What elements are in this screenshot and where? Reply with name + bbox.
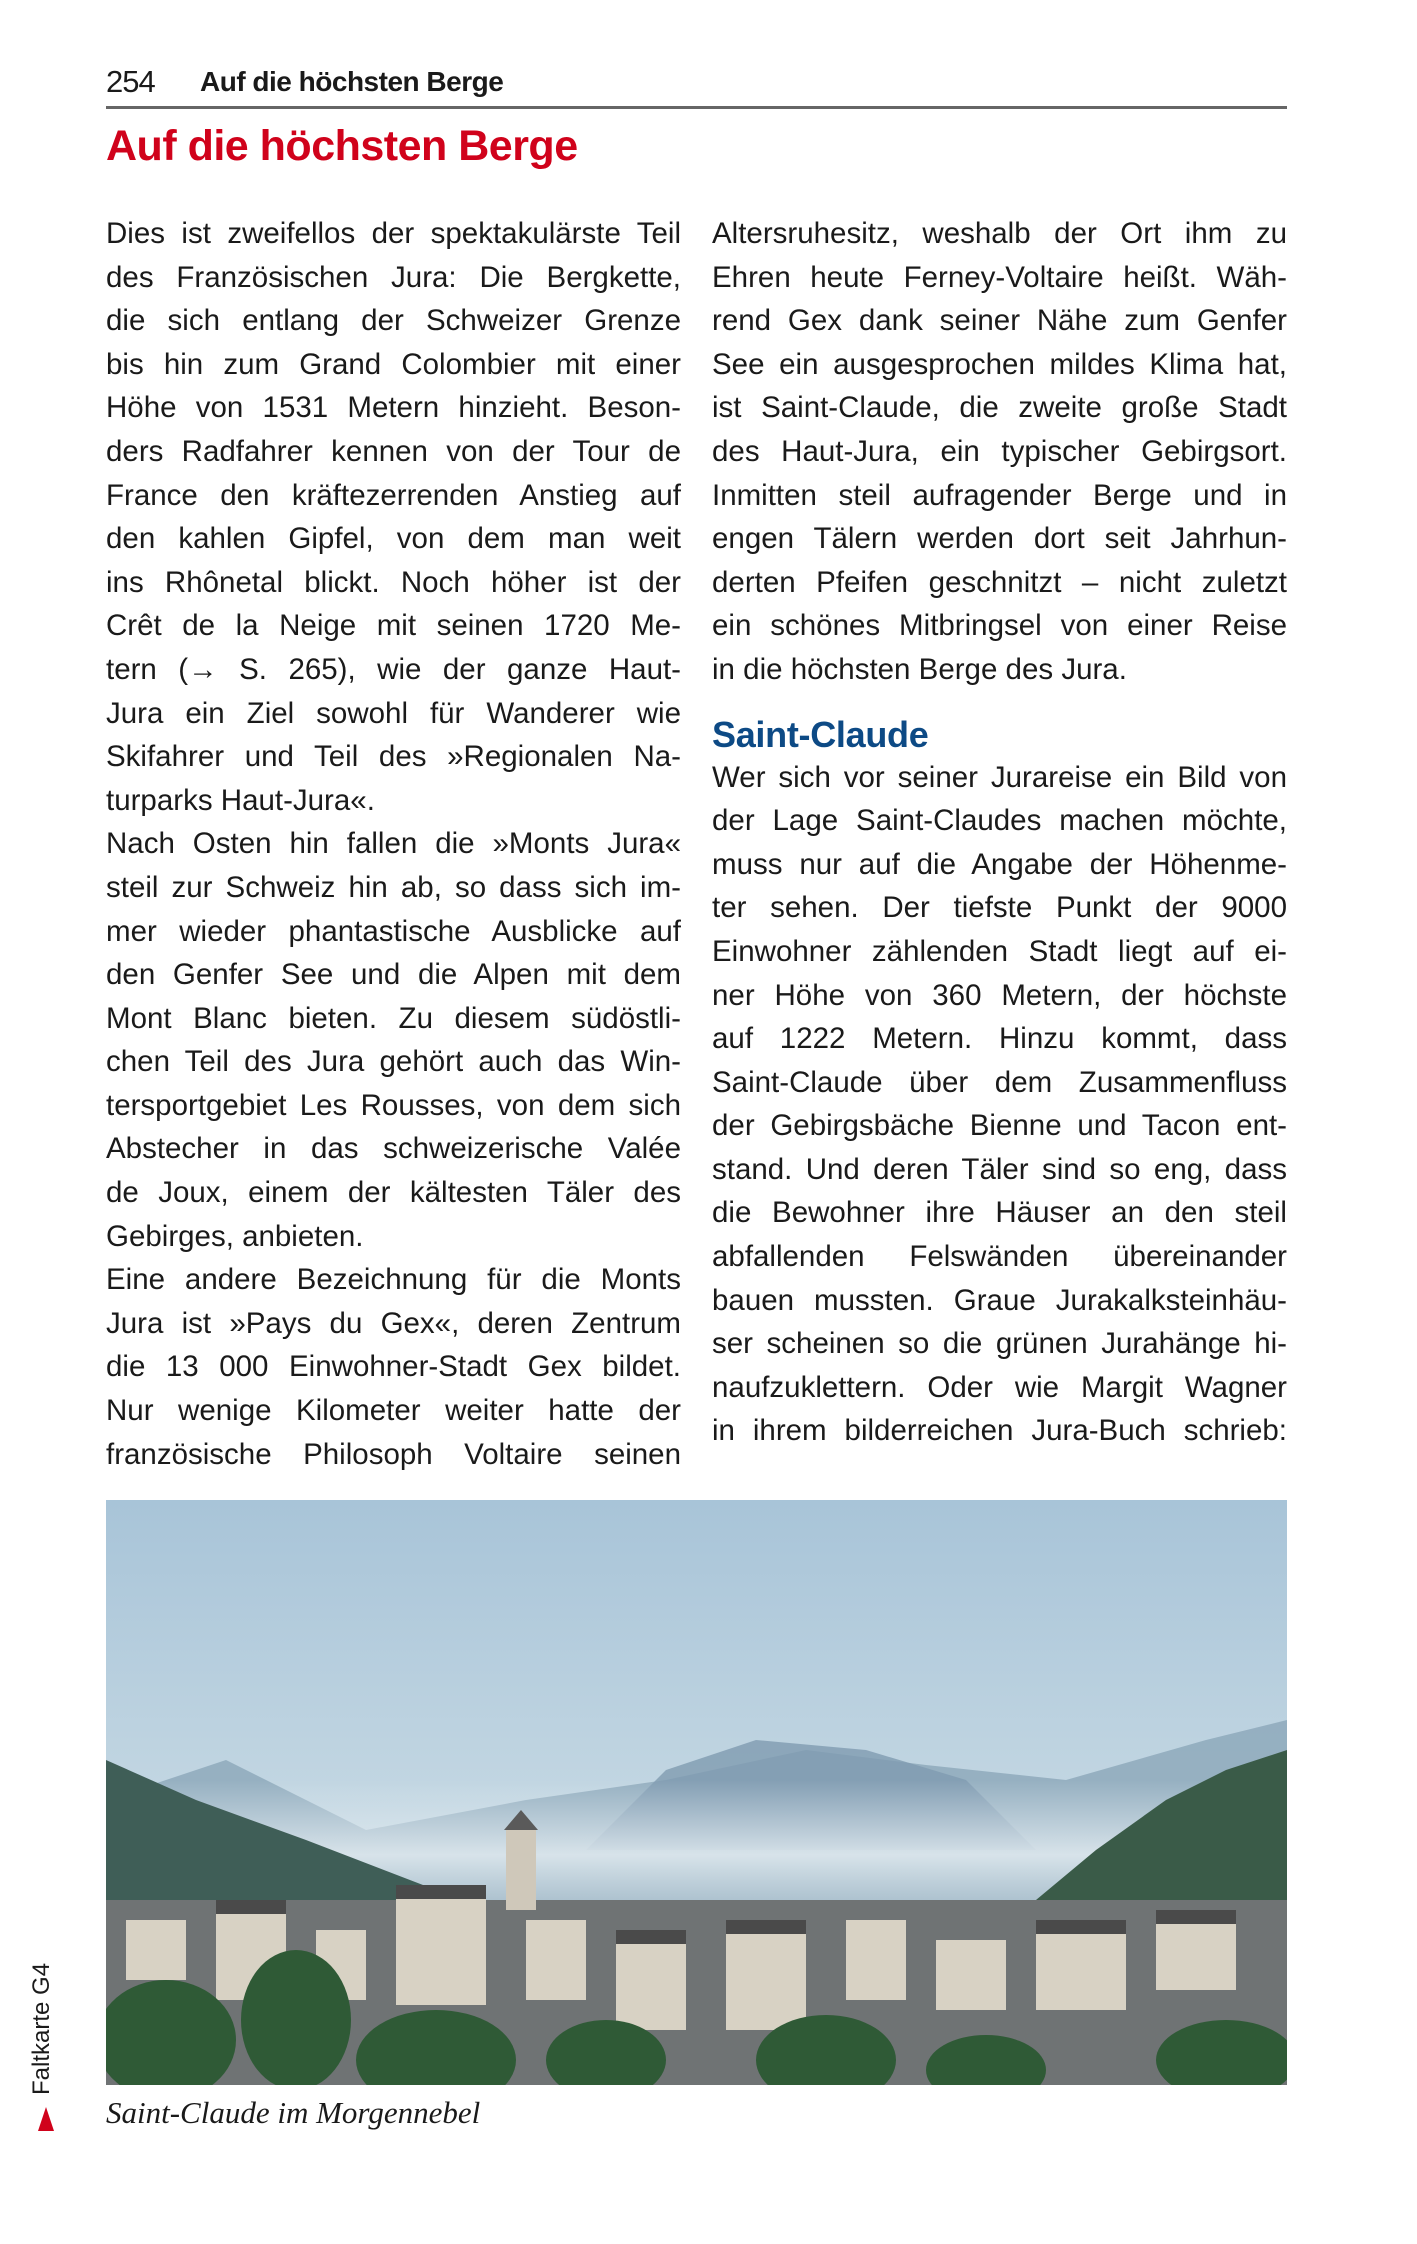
text-line: Nur wenige Kilometer weiter hatte der (106, 1394, 681, 1428)
text-line: des Französischen Jura: Die Bergkette, (106, 260, 681, 294)
text-line: französische Philosoph Voltaire seinen (106, 1437, 681, 1471)
text-line: ner Höhe von 360 Metern, der höchste (712, 978, 1287, 1012)
text-line: ders Radfahrer kennen von der Tour de (106, 434, 681, 468)
chapter-title: Auf die höchsten Berge (106, 122, 578, 170)
page-number: 254 (106, 64, 155, 99)
running-head (106, 62, 1287, 109)
text-line: Einwohner zählenden Stadt liegt auf ei- (712, 934, 1287, 968)
right-column (712, 212, 1287, 1453)
text-line: der Lage Saint-Claudes machen möchte, (712, 804, 1287, 838)
text-line: des Haut-Jura, ein typischer Gebirgsort. (712, 434, 1287, 468)
text-line: der Gebirgsbäche Bienne und Tacon ent- (712, 1109, 1287, 1143)
text-line: bis hin zum Grand Colombier mit einer (106, 347, 681, 381)
text-line: tersportgebiet Les Rousses, von dem sich (106, 1088, 681, 1122)
text-line: naufzuklettern. Oder wie Margit Wagner (712, 1370, 1287, 1404)
text-line: stand. Und deren Täler sind so eng, dass (712, 1152, 1287, 1186)
text-line: bauen mussten. Graue Jurakalksteinhäu- (712, 1283, 1287, 1317)
section-heading-saint-claude: Saint-Claude (712, 713, 929, 755)
text-line: ist Saint-Claude, die zweite große Stadt (712, 391, 1287, 425)
text-line: Gebirges, anbieten. (106, 1219, 364, 1253)
text-line: muss nur auf die Angabe der Höhenme- (712, 847, 1287, 881)
left-column-text (106, 212, 681, 1476)
text-line: derten Pfeifen geschnitzt – nicht zuletzt (712, 565, 1287, 599)
text-line: de Joux, einem der kältesten Täler des (106, 1176, 681, 1210)
text-line: in die höchsten Berge des Jura. (712, 652, 1127, 686)
text-line: die sich entlang der Schweizer Grenze (106, 304, 681, 338)
text-line: See ein ausgesprochen mildes Klima hat, (712, 347, 1287, 381)
text-line: ein schönes Mitbringsel von einer Reise (712, 609, 1287, 643)
text-line: chen Teil des Jura gehört auch das Win- (106, 1045, 681, 1079)
text-line: Altersruhesitz, weshalb der Ort ihm zu (712, 217, 1287, 250)
text-line: Dies ist zweifellos der spektakulärste Teil (106, 217, 681, 250)
text-line: Inmitten steil aufragender Berge und in (712, 478, 1287, 512)
text-line: rend Gex dank seiner Nähe zum Genfer (712, 304, 1287, 338)
right-column-section-text (712, 756, 1287, 1454)
right-column-intro (712, 212, 1287, 692)
text-line: steil zur Schweiz hin ab, so dass sich im- (106, 870, 681, 904)
text-line: Abstecher in das schweizerische Valée (106, 1132, 681, 1166)
text-line: die Bewohner ihre Häuser an den steil (712, 1196, 1287, 1230)
photo-caption: Saint-Claude im Morgennebel (106, 2095, 481, 2130)
text-line: engen Tälern werden dort seit Jahrhun- (712, 522, 1287, 556)
text-line: Jura ist »Pays du Gex«, deren Zentrum (106, 1306, 681, 1340)
text-line: ins Rhônetal blickt. Noch höher ist der (106, 565, 681, 599)
text-line: den kahlen Gipfel, von dem man weit (106, 522, 681, 556)
running-title: Auf die höchsten Berge (200, 66, 504, 97)
text-line: tern (→ S. 265), wie der ganze Haut- (106, 652, 681, 686)
text-line: Höhe von 1531 Metern hinzieht. Beson- (106, 391, 681, 425)
red-triangle-icon (38, 2107, 54, 2131)
text-line: in ihrem bilderreichen Jura-Buch schrieb: (712, 1414, 1287, 1448)
text-line: den Genfer See und die Alpen mit dem (106, 958, 681, 992)
text-line: auf 1222 Metern. Hinzu kommt, dass (712, 1022, 1287, 1056)
text-line: Skifahrer und Teil des »Regionalen Na- (106, 740, 681, 774)
text-line: Mont Blanc bieten. Zu diesem südöstli- (106, 1001, 681, 1035)
photo-illustration (106, 1500, 1287, 2085)
photo-saint-claude (106, 1500, 1287, 2085)
text-line: Saint-Claude über dem Zusammenfluss (712, 1065, 1287, 1099)
text-line: Eine andere Bezeichnung für die Monts (106, 1263, 681, 1297)
text-line: ter sehen. Der tiefste Punkt der 9000 (712, 891, 1287, 925)
left-column (106, 212, 681, 1476)
side-tab-label: Faltkarte G4 (28, 1962, 55, 2095)
text-line: Crêt de la Neige mit seinen 1720 Me- (106, 609, 681, 643)
text-line: mer wieder phantastische Ausblicke auf (106, 914, 681, 948)
text-line: turparks Haut-Jura«. (106, 783, 375, 817)
text-line: ser scheinen so die grünen Jurahänge hi- (712, 1327, 1287, 1361)
text-line: abfallenden Felswänden übereinander (712, 1240, 1287, 1274)
text-line: Ehren heute Ferney-Voltaire heißt. Wäh- (712, 260, 1287, 294)
text-line: die 13 000 Einwohner-Stadt Gex bildet. (106, 1350, 681, 1384)
text-line: Nach Osten hin fallen die »Monts Jura« (106, 827, 681, 861)
text-line: Wer sich vor seiner Jurareise ein Bild von (712, 760, 1287, 794)
text-line: France den kräftezerrenden Anstieg auf (106, 478, 681, 512)
text-line: Jura ein Ziel sowohl für Wanderer wie (106, 696, 681, 730)
